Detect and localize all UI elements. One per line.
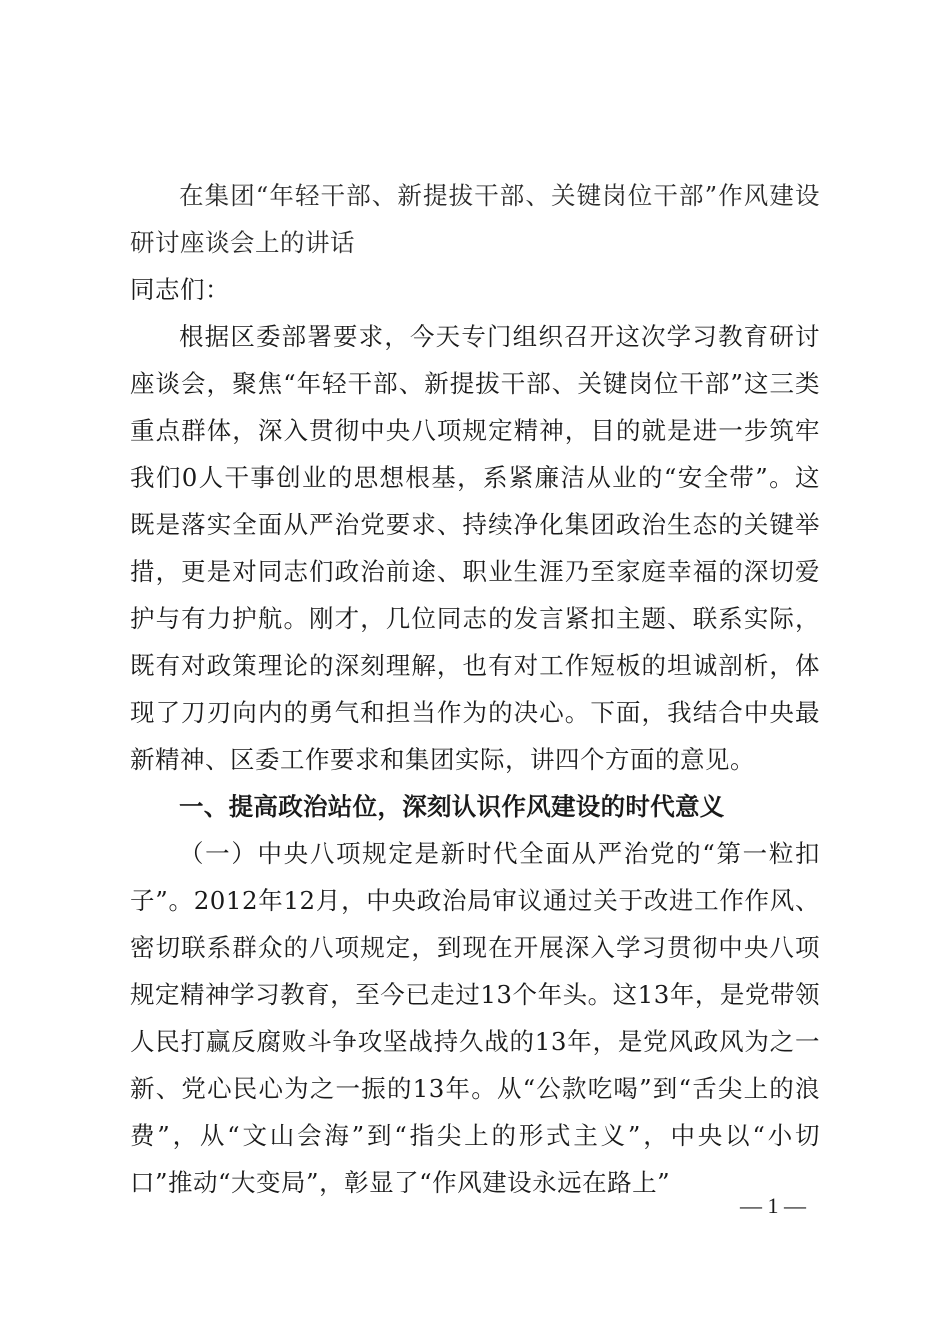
document-body — [130, 172, 820, 1206]
subsection-paragraph-1 — [130, 830, 820, 1206]
page-number: — 1 — — [740, 1193, 806, 1218]
subsection-heading-1: （一）中央八项规定是新时代全面从严治党的“第一粒扣子”。 — [130, 839, 820, 915]
document-title: 在集团“年轻干部、新提拔干部、关键岗位干部”作风建设研讨座谈会上的讲话 — [130, 181, 820, 257]
intro-paragraph: 根据区委部署要求，今天专门组织召开这次学习教育研讨座谈会，聚焦“年轻干部、新提拔干部、关键岗位干部”这三类重点群体，深入贯彻中央八项规定精神，目的就是进一步筑牢我们0人干事创业的思想根基，系紧廉洁从业的“安全带”。这既是落实全面从严治党要求、持续净化集团政治生态的关键举措，更是对同志们政治前途、职业生涯乃至家庭幸福的深切爱护与有力护航。刚才，几位同志的发言紧扣主题、联系实际，既有对政策理论的深刻理解，也有对工作短板的坦诚剖析，体现了刀刃向内的勇气和担当作为的决心。下面，我结合中央最新精神、区委工作要求和集团实际，讲四个方面的意见。 — [130, 322, 820, 774]
salutation: 同志们： — [130, 275, 230, 304]
subsection-text-1: 2012年12月，中央政治局审议通过关于改进工作作风、密切联系群众的八项规定，到现在开展深入学习贯彻中央八项规定精神学习教育，至今已走过13个年头。这13年，是党带领人民打赢反腐败斗争攻坚战持久战的13年，是党风政风为之一新、党心民心为之一振的13年。从“公款吃喝”到“舌尖上的浪费”，从“文山会海”到“指尖上的形式主义”，中央以“小切口”推动“大变局”，彰显了“作风建设永远在路上” — [130, 886, 820, 1197]
section-heading-1: 一、提高政治站位，深刻认识作风建设的时代意义 — [179, 792, 725, 821]
